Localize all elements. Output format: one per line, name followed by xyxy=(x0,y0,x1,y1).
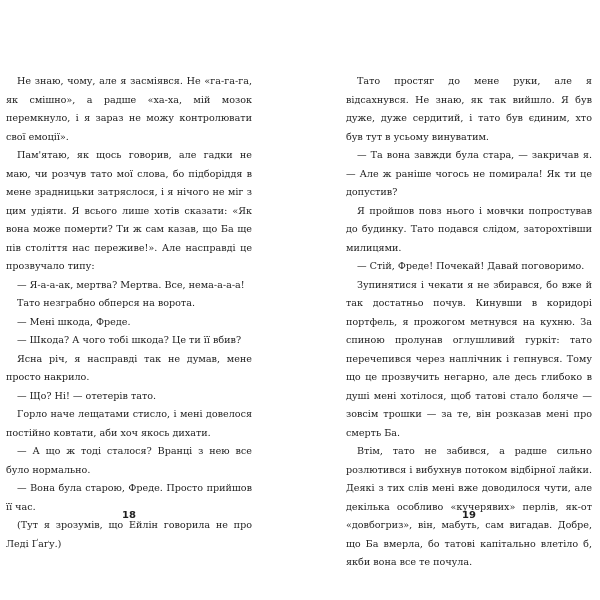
right-page-text xyxy=(346,73,592,573)
paragraph: Зупинятися і чекати я не збирався, бо вже й так достатньо почув. Кинувши в коридорі портфель, я прожогом метнувся на кухню. За спиною пролунав оглушливий гуркіт: тато перечепився через наплічник і гепнувся. Тому що це прозвучить негарно, але десь глибоко в душі мені хотілося, щоб татові стало боляче — зовсім трошки — за те, він розказав мені про смерть Ба. xyxy=(346,279,592,439)
paragraph: — Я-а-а-ак, мертва? Мертва. Все, нема-а-а-а! xyxy=(17,279,245,291)
paragraph: Горло наче лещатами стисло, і мені довелося постійно ковтати, аби хоч якось дихати. xyxy=(6,409,252,439)
paragraph: — Стій, Фреде! Почекай! Давай поговоримо. xyxy=(357,261,585,272)
paragraph: (Тут я зрозумів, що Ейлін говорила не про Леді Ґаґу.) xyxy=(6,520,252,550)
paragraph: — Та вона завжди була стара, — закричав я. — Але ж раніше чогось не помирала! Як ти це допустив? xyxy=(346,150,592,198)
paragraph: Тато незграбно обперся на ворота. xyxy=(17,298,196,309)
paragraph: — Вона була старою, Фреде. Просто прийшов її час. xyxy=(6,483,252,513)
paragraph: Пам'ятаю, як щось говорив, але гадки не маю, чи розчув тато мої слова, бо підборіддя в мене зрадницьки затряслося, і я нічого не міг з цим удіяти. Я всього лише хотів сказати: «Як вона може померти? Ти ж сам казав, що Ба ще пів століття нас переживе!». Але насправді це прозвучало типу: xyxy=(6,150,252,272)
page-number-right: 19 xyxy=(462,510,476,521)
paragraph: — Що? Ні! — отетерів тато. xyxy=(17,390,157,402)
right-page xyxy=(346,73,592,573)
paragraph: — Мені шкода, Фреде. xyxy=(17,316,131,328)
paragraph: — Шкода? А чого тобі шкода? Це ти її вбив? xyxy=(17,335,242,346)
paragraph: — А що ж тоді сталося? Вранці з нею все було нормально. xyxy=(6,446,252,476)
paragraph: Не знаю, чому, але я засміявся. Не «га-га-га, як смішно», а радше «ха-ха, мій мозок перемкнуло, і я зараз не можу контролювати свої емоції». xyxy=(6,76,252,143)
page-number-left: 18 xyxy=(122,510,136,521)
paragraph: Тато простяг до мене руки, але я відсахнувся. Не знаю, як так вийшло. Я був дуже, дуже сердитий, і тато був єдиним, хто був тут в усьому винуватим. xyxy=(346,76,592,143)
paragraph: Ясна річ, я насправді так не думав, мене просто накрило. xyxy=(6,353,252,383)
paragraph: Я пройшов повз нього і мовчки попростував до будинку. Тато подався слідом, заторохтівши милицями. xyxy=(346,205,592,254)
left-page xyxy=(6,73,252,554)
paragraph: Втім, тато не забився, а радше сильно розлютився і вибухнув потоком відбірної лайки. Деякі з тих слів мені вже доводилося чути, але декілька особливо «кучерявих» перлів, як-от «довбогриз», він, мабуть, сам вигадав. Добре, що Ба вмерла, бо татові капітально влетіло б, якби вона все те почула. xyxy=(346,446,592,568)
left-page-text xyxy=(6,73,252,554)
